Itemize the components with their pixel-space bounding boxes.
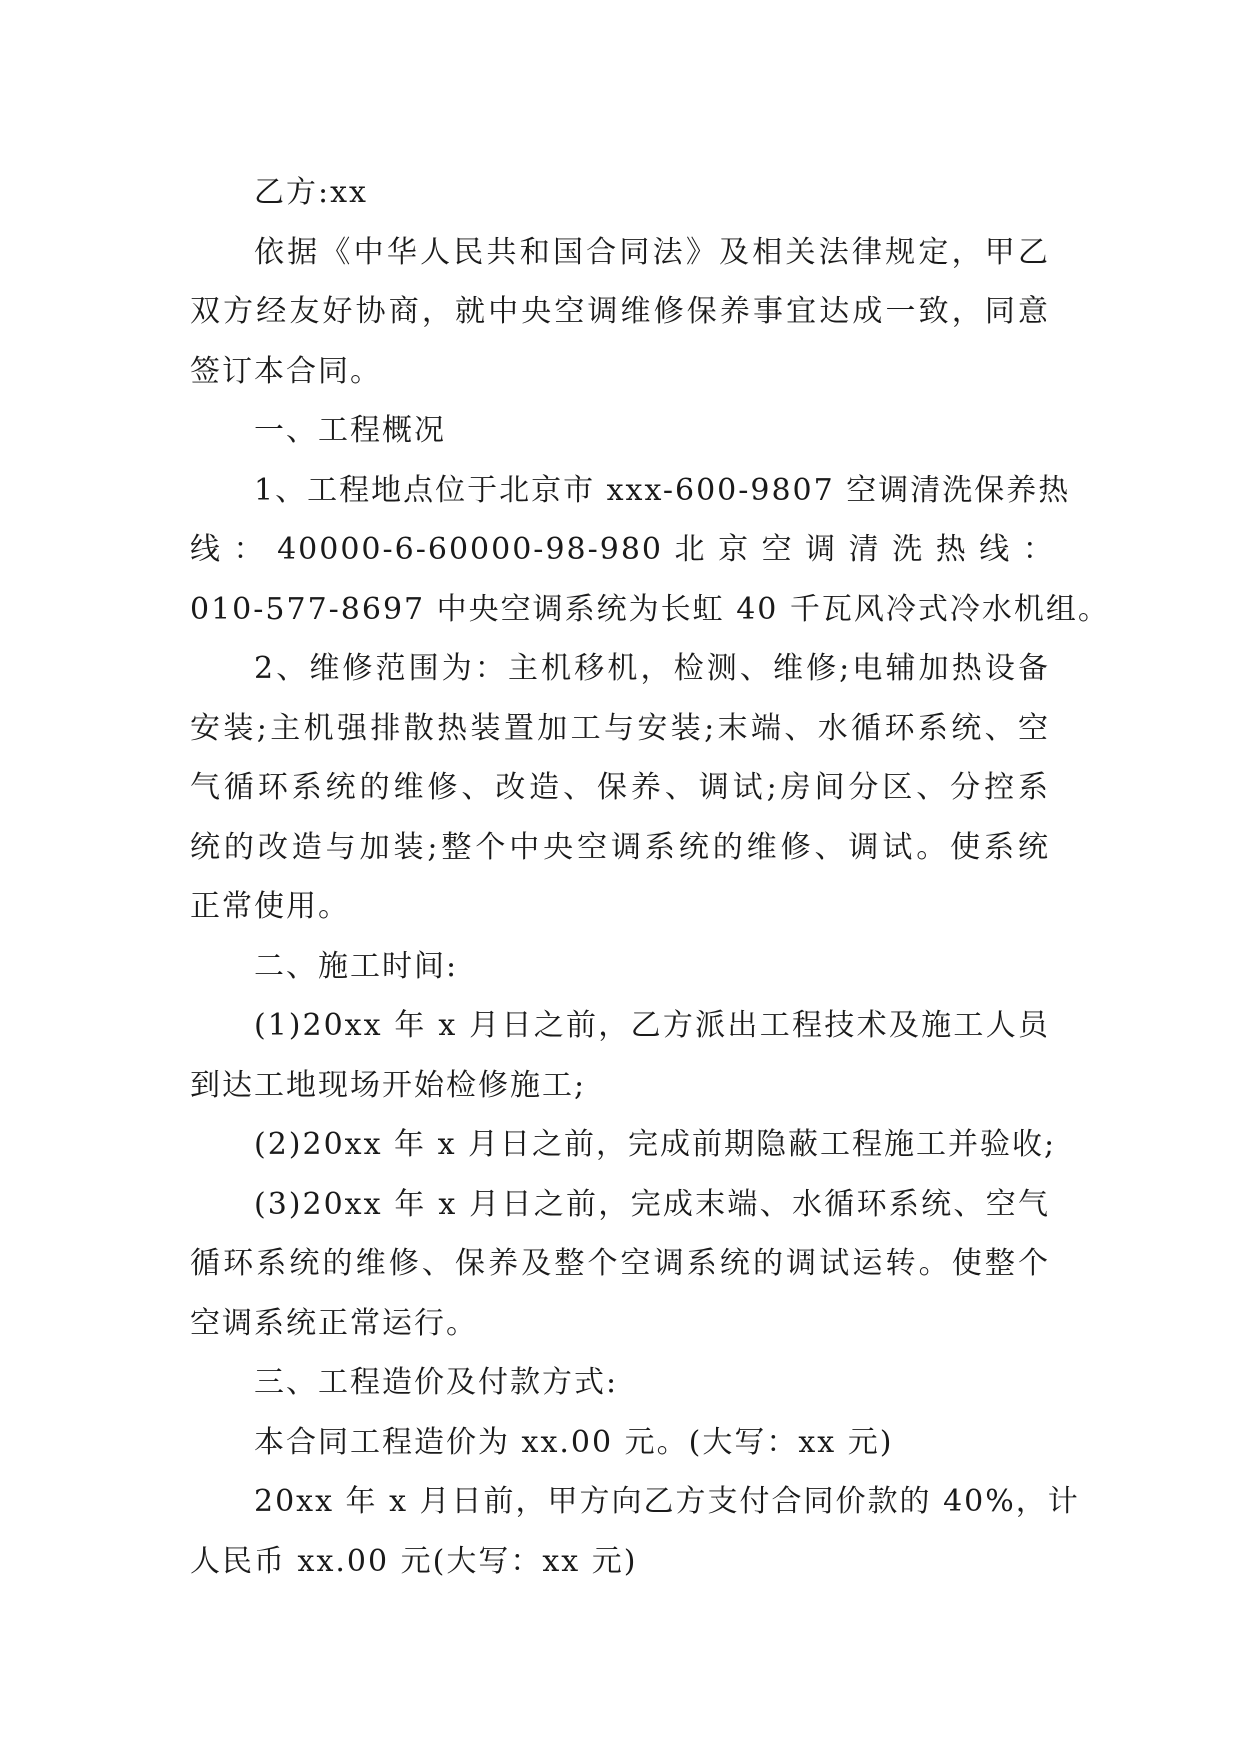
item-2-line-2: 安装;主机强排散热装置加工与安装;末端、水循环系统、空: [190, 710, 1050, 746]
item-1-paragraph: [190, 461, 1110, 640]
time-3-paragraph: [190, 1175, 1050, 1354]
intro-paragraph: [190, 223, 1050, 402]
section-2-heading-text: 二、施工时间:: [254, 948, 459, 984]
intro-line-1: 依据《中华人民共和国合同法》及相关法律规定，甲乙: [254, 234, 1050, 270]
section-3-heading: [190, 1353, 1050, 1413]
section-1-heading: [190, 401, 1050, 461]
item-2-line-5: 正常使用。: [190, 889, 350, 924]
price-paragraph: [190, 1413, 1050, 1473]
payment-paragraph: [190, 1472, 1080, 1591]
payment-line-1: 20xx 年 x 月日前，甲方向乙方支付合同价款的 40%，计: [254, 1484, 1080, 1519]
time-1-paragraph: [190, 996, 1050, 1115]
price-line-1: 本合同工程造价为 xx.00 元。(大写：xx 元): [254, 1424, 894, 1460]
time-2-paragraph: [190, 1115, 1057, 1175]
item-1-line-2: 线 ： 40000-6-60000-98-980 北 京 空 调 清 洗 热 线 ：: [190, 532, 1055, 567]
item-1-line-1: 1、工程地点位于北京市 xxx-600-9807 空调清洗保养热: [254, 472, 1071, 508]
section-2-heading: [190, 937, 1050, 997]
section-1-heading-text: 一、工程概况: [254, 413, 446, 448]
time-1-line-1: (1)20xx 年 x 月日之前，乙方派出工程技术及施工人员: [254, 1008, 1050, 1043]
document-body: [190, 163, 1110, 1591]
section-3-heading-text: 三、工程造价及付款方式:: [254, 1365, 619, 1400]
intro-line-2: 双方经友好协商，就中央空调维修保养事宜达成一致，同意: [190, 294, 1050, 329]
time-2-line-1: (2)20xx 年 x 月日之前，完成前期隐蔽工程施工并验收;: [254, 1127, 1057, 1162]
time-3-line-2: 循环系统的维修、保养及整个空调系统的调试运转。使整个: [190, 1246, 1050, 1281]
time-3-line-1: (3)20xx 年 x 月日之前，完成末端、水循环系统、空气: [254, 1186, 1050, 1222]
item-1-line-3: 010-577-8697 中央空调系统为长虹 40 千瓦风冷式冷水机组。: [190, 591, 1110, 627]
party-b-line: 乙方:xx: [254, 175, 368, 210]
item-2-line-3: 气循环系统的维修、改造、保养、调试;房间分区、分控系: [190, 770, 1050, 805]
time-1-line-2: 到达工地现场开始检修施工;: [190, 1067, 587, 1103]
item-2-line-4: 统的改造与加装;整个中央空调系统的维修、调试。使系统: [190, 829, 1050, 865]
time-3-line-3: 空调系统正常运行。: [190, 1305, 478, 1341]
item-2-line-1: 2、维修范围为：主机移机，检测、维修;电辅加热设备: [254, 651, 1050, 686]
payment-line-2: 人民币 xx.00 元(大写：xx 元): [190, 1543, 638, 1579]
intro-line-3: 签订本合同。: [190, 353, 382, 389]
item-2-paragraph: [190, 639, 1050, 937]
party-b-paragraph: [190, 163, 1050, 223]
